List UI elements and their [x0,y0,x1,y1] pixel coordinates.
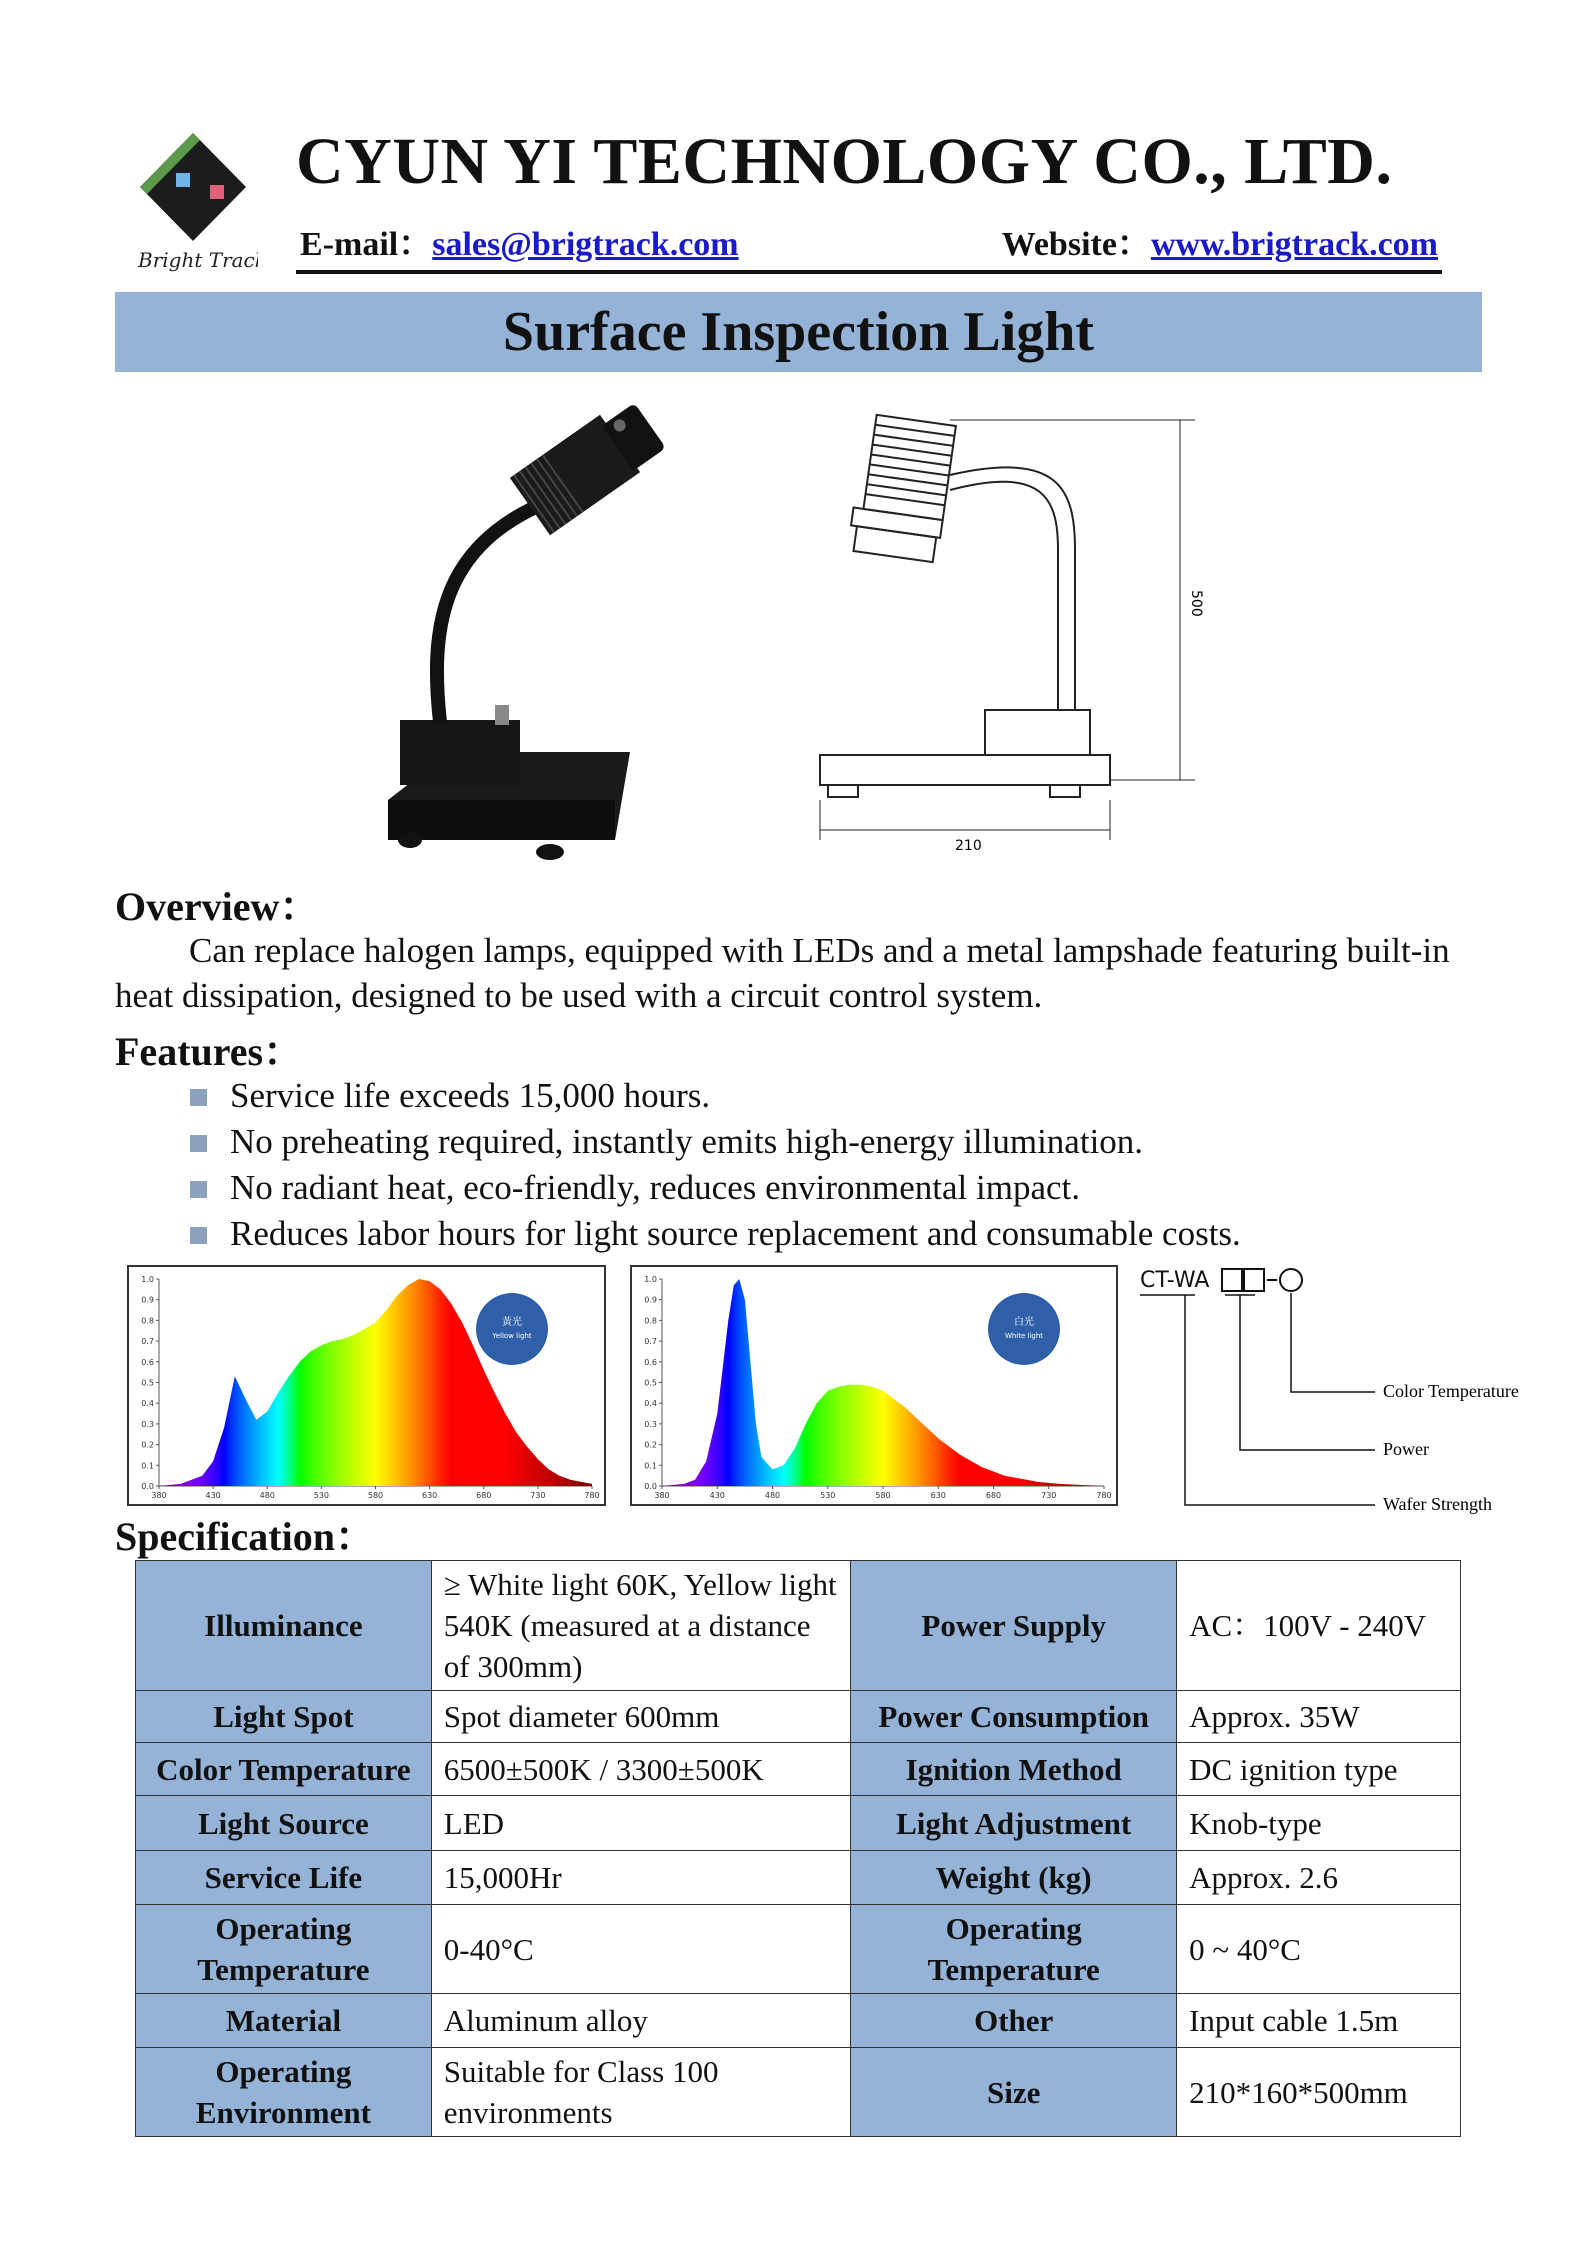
y-tick-label: 0.5 [141,1378,154,1388]
feature-item: Service life exceeds 15,000 hours. [190,1073,1241,1119]
y-tick-label: 0.4 [141,1399,154,1409]
light-type-badge [476,1293,548,1365]
x-tick-label: 780 [1096,1491,1112,1500]
feature-item: No radiant heat, eco-friendly, reduces environmental impact. [190,1165,1241,1211]
x-tick-label: 780 [584,1491,600,1500]
dimension-drawing [800,400,1220,860]
y-tick-label: 1.0 [644,1275,657,1284]
white-light-spectrum-chart [630,1265,1118,1506]
y-tick-label: 0.8 [141,1316,154,1326]
table-row [136,1561,1461,1691]
x-tick-label: 730 [1041,1491,1057,1500]
x-tick-label: 380 [151,1491,167,1500]
spec-key: Weight (kg) [851,1851,1177,1905]
email-label: E-mail： [300,226,433,263]
spec-value: Spot diameter 600mm [431,1691,851,1743]
overview-text: Can replace halogen lamps, equipped with LEDs and a metal lampshade featuring built-in heat dissipation, designed to be used with a circuit control system. [115,931,1450,1015]
wafer-strength-label: Wafer Strength [1383,1494,1493,1514]
x-tick-label: 480 [764,1491,781,1500]
y-tick-label: 0.0 [141,1482,154,1491]
spec-key: Other [851,1994,1177,2048]
table-row [136,1691,1461,1743]
specification-table [135,1560,1461,2137]
x-tick-label: 580 [367,1491,384,1500]
spec-value: 15,000Hr [431,1851,851,1905]
contact-line [300,216,1438,265]
features-list [190,1073,1241,1257]
badge-label-en: White light [1004,1332,1044,1340]
table-row [136,2048,1461,2137]
y-tick-label: 0.9 [141,1295,154,1305]
email-link[interactable]: sales@brigtrack.com [432,226,739,263]
x-tick-label: 480 [259,1491,275,1500]
features-heading: Features： [115,1029,304,1074]
power-label: Power [1383,1439,1429,1459]
y-tick-label: 0.7 [644,1337,657,1347]
x-tick-label: 430 [205,1491,221,1500]
y-tick-label: 0.3 [644,1419,657,1429]
white-spectrum-svg [632,1267,1116,1504]
height-dimension: 500 [1188,590,1204,617]
feature-item: No preheating required, instantly emits high-energy illumination. [190,1119,1241,1165]
website-label: Website： [1001,226,1151,263]
y-tick-label: 0.1 [141,1461,154,1471]
spec-key: Light Source [136,1796,432,1851]
y-tick-label: 0.6 [644,1357,657,1367]
spec-key: Illuminance [136,1561,432,1691]
y-tick-label: 0.2 [644,1440,657,1450]
spec-value: Input cable 1.5m [1177,1994,1461,2048]
spec-key: Operating Environment [136,2048,432,2137]
light-type-badge [988,1293,1060,1365]
x-tick-label: 680 [985,1491,1002,1500]
spec-value: LED [431,1796,851,1851]
logo-text: Bright Track [138,248,258,272]
x-tick-label: 530 [820,1491,836,1500]
spec-value: Aluminum alloy [431,1994,851,2048]
spec-key: Operating Temperature [851,1905,1177,1994]
spec-value: 6500±500K / 3300±500K [431,1743,851,1796]
spec-key: Power Supply [851,1561,1177,1691]
color-temperature-label: Color Temperature [1383,1381,1519,1401]
y-tick-label: 0.2 [141,1440,154,1450]
spec-value: ≥ White light 60K, Yellow light 540K (measured at a distance of 300mm) [431,1561,851,1691]
spec-value: DC ignition type [1177,1743,1461,1796]
yellow-spectrum-svg [129,1267,604,1504]
y-tick-label: 0.5 [644,1378,657,1388]
badge-label-en: Yellow light [492,1332,532,1340]
spec-value: Knob-type [1177,1796,1461,1851]
y-tick-label: 0.0 [644,1482,657,1491]
spec-value: 0 ~ 40°C [1177,1905,1461,1994]
company-logo [128,125,258,275]
company-name: CYUN YI TECHNOLOGY CO., LTD. [296,125,1393,198]
y-tick-label: 0.4 [644,1399,657,1409]
table-row [136,1994,1461,2048]
spec-key: Material [136,1994,432,2048]
y-tick-label: 0.8 [644,1316,657,1326]
x-tick-label: 430 [709,1491,725,1500]
spec-key: Power Consumption [851,1691,1177,1743]
x-tick-label: 630 [421,1491,438,1500]
spec-key: Size [851,2048,1177,2137]
table-row [136,1851,1461,1905]
spec-value: Suitable for Class 100 environments [431,2048,851,2137]
x-tick-label: 530 [313,1491,330,1500]
badge-label-cn: 白光 [1014,1317,1034,1328]
spec-value: Approx. 2.6 [1177,1851,1461,1905]
spec-value: Approx. 35W [1177,1691,1461,1743]
x-tick-label: 630 [930,1491,946,1500]
page-title: Surface Inspection Light [115,292,1482,372]
spec-key: Color Temperature [136,1743,432,1796]
y-tick-label: 0.3 [141,1419,154,1429]
spec-value: AC：100V - 240V [1177,1561,1461,1691]
badge-label-cn: 黃光 [502,1317,522,1328]
x-tick-label: 730 [530,1491,546,1500]
spec-value: 210*160*500mm [1177,2048,1461,2137]
spec-key: Operating Temperature [136,1905,432,1994]
y-tick-label: 0.1 [644,1461,657,1471]
width-dimension: 210 [955,838,982,854]
specification-heading: Specification： [115,1514,375,1559]
spec-key: Light Adjustment [851,1796,1177,1851]
y-tick-label: 0.6 [141,1357,154,1367]
table-row [136,1743,1461,1796]
website-group [1002,216,1438,265]
model-code: CT-WA [1140,1268,1210,1293]
yellow-light-spectrum-chart [127,1265,606,1506]
spec-value: 0-40°C [431,1905,851,1994]
y-tick-label: 1.0 [141,1275,154,1284]
x-tick-label: 380 [654,1491,670,1500]
y-tick-label: 0.7 [141,1337,154,1347]
model-code-diagram [1135,1255,1555,1515]
x-tick-label: 680 [476,1491,492,1500]
x-tick-label: 580 [875,1491,891,1500]
y-tick-label: 0.9 [644,1295,657,1305]
website-link[interactable]: www.brigtrack.com [1150,226,1438,263]
table-row [136,1796,1461,1851]
spec-key: Service Life [136,1851,432,1905]
spec-key: Light Spot [136,1691,432,1743]
header-divider [296,270,1442,274]
spec-key: Ignition Method [851,1743,1177,1796]
overview-heading: Overview： [115,884,320,929]
lamp-photo [370,400,710,870]
feature-item: Reduces labor hours for light source replacement and consumable costs. [190,1211,1241,1257]
table-row [136,1905,1461,1994]
